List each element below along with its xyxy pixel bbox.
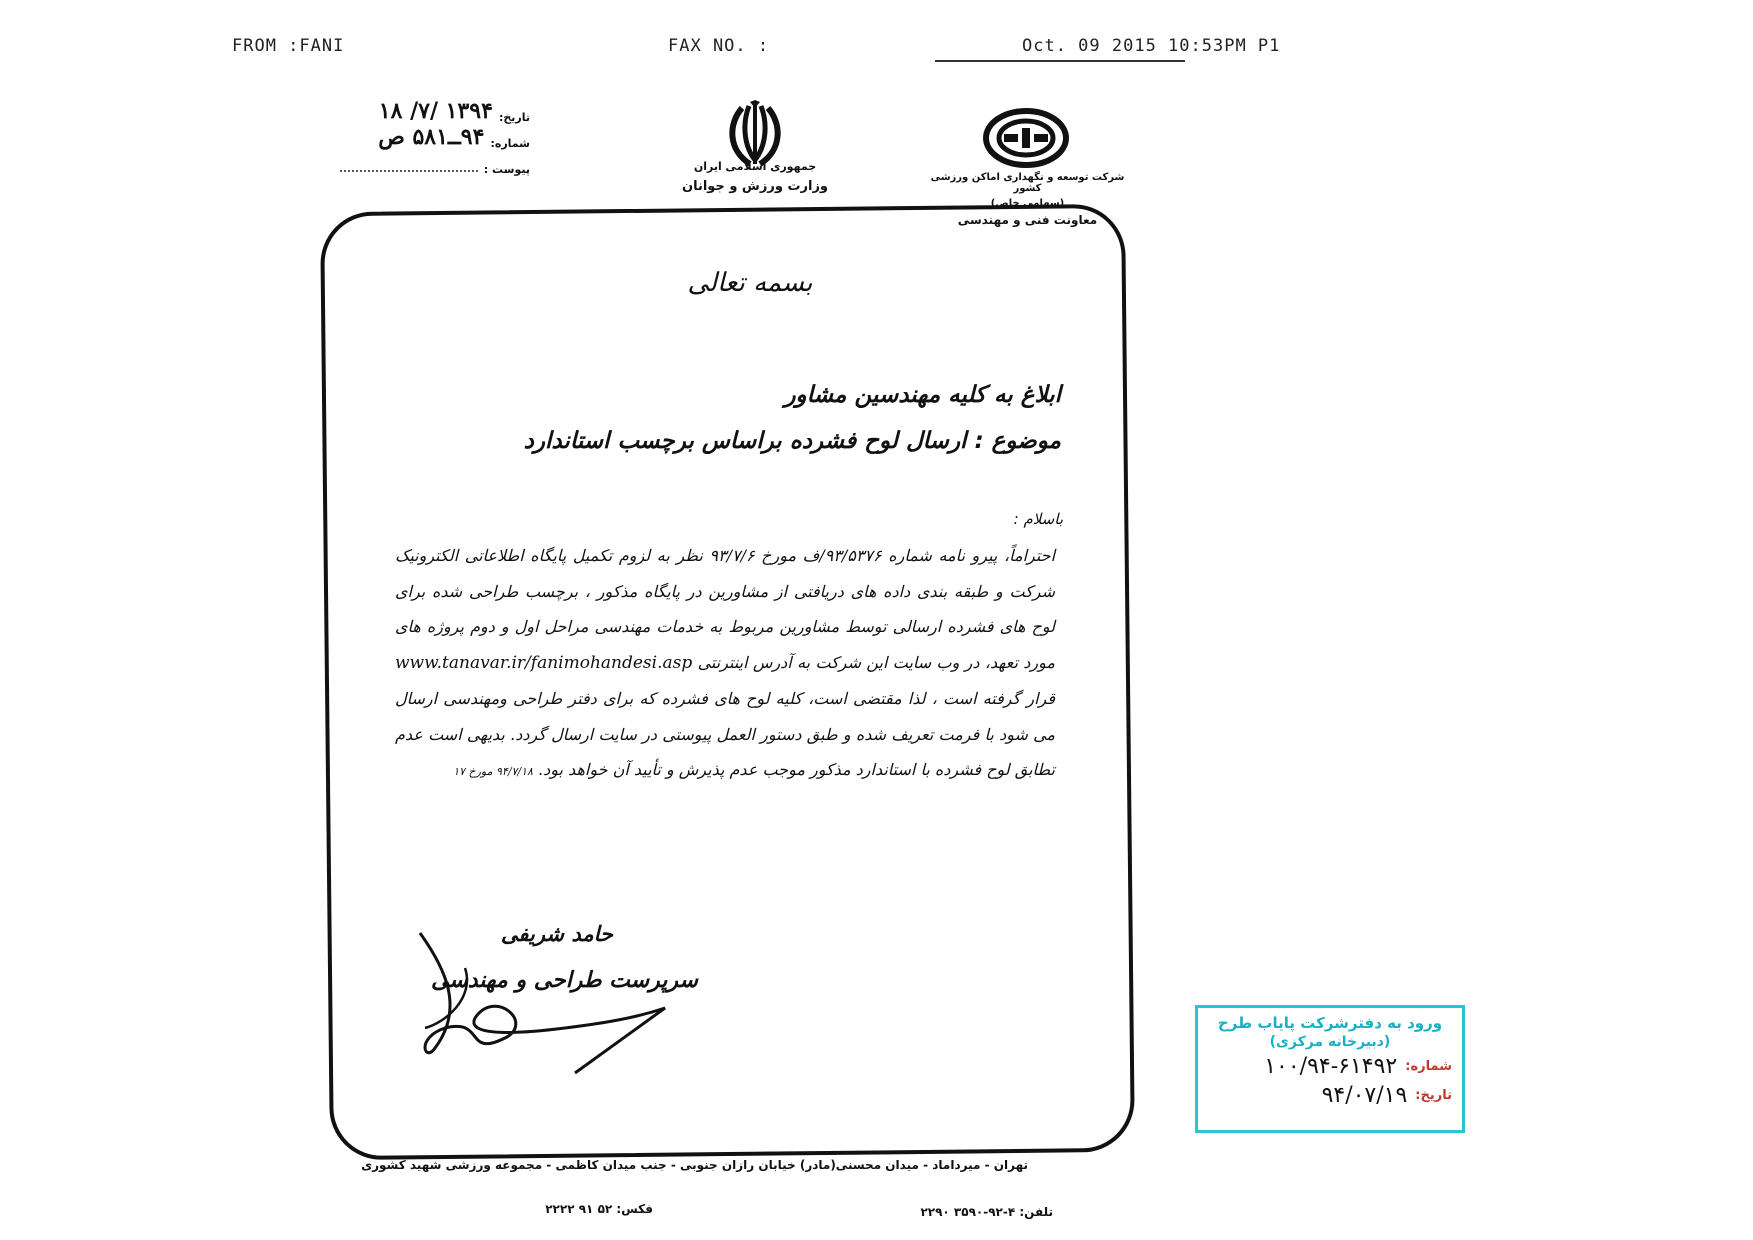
stamp-number-label: شماره: — [1405, 1059, 1452, 1074]
website-url: www.tanavar.ir/fanimohandesi.asp — [395, 652, 693, 673]
ministry-name: وزارت ورزش و جوانان — [681, 179, 829, 194]
letter-subject: موضوع : ارسال لوح فشرده براساس برچسب استاندارد — [523, 428, 1061, 454]
attachment-row — [340, 150, 530, 176]
company-department: معاونت فنی و مهندسی — [957, 213, 1098, 227]
stamp-date-value: ۹۴/۰۷/۱۹ — [1321, 1083, 1408, 1108]
letter-greeting: باسلام : — [1013, 510, 1063, 528]
footer-address: تهران - میرداماد - میدان محسنی(مادر) خیابان رازان جنوبی - جنب میدان کاظمی - مجموعه ورزشی شهید کشوری — [361, 1158, 1028, 1172]
number-row — [340, 124, 530, 150]
paragraph-1: احتراماً، پیرو نامه شماره ۹۳/۵۳۷۶/ف مورخ ۹۳/۷/۶ نظر به لزوم تکمیل پایگاه اطلاعاتی الکترونیک شرکت و طبقه بندی داده های دریافتی از مشاورین در پایگاه مذکور ، برچسب طراحی شده برای لوح های فشرده ارسالی توسط مشاورین مربوط به خدمات مهندسی مراحل اول و دوم پروژه های مورد تعهد، در وب سایت این شرکت به آدرس اینترنتی — [395, 546, 1056, 672]
paragraph-2: قرار گرفته است ، لذا مقتضی است، کلیه لوح های فشرده که برای دفتر طراحی ومهندسی ارسال می شود با فرمت تعریف شده و طبق دستور العمل پیوستی در سایت ارسال گردد. بدیهی است عدم تطابق لوح فشرده با استاندارد مذکور موجب عدم پذیرش و تأیید آن خواهد بود. — [395, 689, 1055, 779]
date-value: ۱۳۹۴ /۷/ ۱۸ — [378, 98, 493, 124]
bismillah: بسمه تعالی — [687, 268, 813, 298]
letter-recipient: ابلاغ به کلیه مهندسین مشاور — [784, 382, 1061, 408]
signatory-name: حامد شریفی — [500, 922, 613, 946]
fax-underline — [935, 60, 1185, 62]
letter-meta — [340, 98, 530, 176]
handwritten-note: ۹۴/۷/۱۸ مورخ ۱۷ — [453, 765, 533, 778]
signatory-title: سرپرست طراحی و مهندسی — [430, 968, 698, 993]
stamp-date-label: تاریخ: — [1415, 1088, 1452, 1103]
footer-fax: فکس: ۵۲ ۹۱ ۲۲۲۲ — [545, 1202, 653, 1216]
letter-paragraph — [395, 538, 1055, 790]
number-value: ۹۴ــ۵۸۱ ص — [378, 124, 485, 150]
stamp-number-row — [1208, 1054, 1452, 1079]
ministry-country: جمهوری اسلامی ایران — [693, 160, 817, 173]
attachment-label: پیوست : — [483, 163, 530, 176]
fax-datetime: Oct. 09 2015 10:53PM P1 — [1022, 36, 1281, 56]
ministry-block — [655, 160, 855, 194]
company-name: شرکت توسعه و نگهداری اماکن ورزشی کشور — [930, 172, 1125, 194]
attachment-dots — [340, 169, 478, 172]
company-logo-icon — [982, 108, 1070, 168]
letter-body — [395, 538, 1055, 790]
stamp-title: ورود به دفترشرکت پایاب طرح — [1217, 1014, 1443, 1032]
date-label: تاریخ: — [498, 111, 530, 124]
handwritten-signature — [405, 928, 705, 1078]
fax-from: FROM :FANI — [232, 36, 345, 56]
fax-number: FAX NO. : — [668, 36, 770, 56]
number-label: شماره: — [490, 137, 530, 150]
stamp-subtitle: (دبیرخانه مرکزی) — [1269, 1034, 1391, 1050]
company-type: (سهامی خاص) — [990, 198, 1065, 209]
date-row — [340, 98, 530, 124]
stamp-number-value: ۱۰۰/۹۴-۶۱۴۹۲ — [1264, 1054, 1398, 1079]
stamp-date-row — [1208, 1083, 1452, 1108]
footer-phone: تلفن: ۴-۹۲-۳۵۹۰ ۲۲۹۰ — [920, 1205, 1053, 1219]
receipt-stamp — [1195, 1005, 1465, 1133]
